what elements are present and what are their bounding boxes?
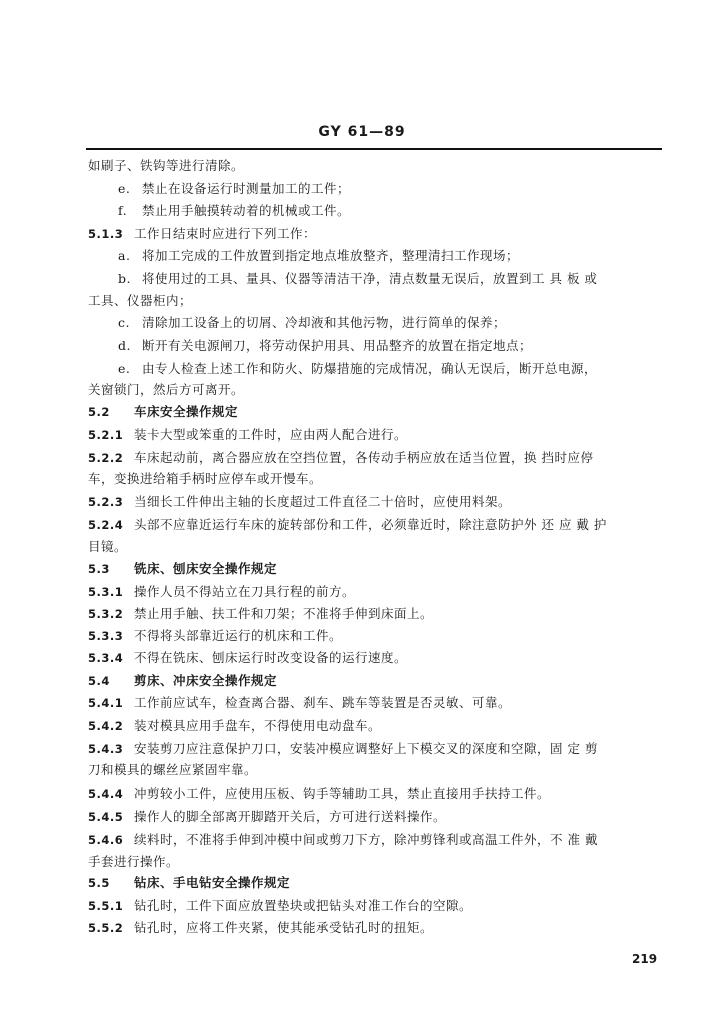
clause-number: 5.2.4 [88,518,124,532]
continuation-line [88,762,257,778]
list-item [118,203,350,219]
clause-line [88,517,607,533]
line-text: 车床安全操作规定 [134,404,239,419]
line-text: 剪床、冲床安全操作规定 [134,673,278,688]
clause-line [88,427,407,443]
line-text: 不得将头部靠近运行的机床和工件。 [134,628,343,643]
list-marker: b. [118,271,131,286]
line-text: 清除加工设备上的切屑、冷却液和其他污物，进行简单的保养； [142,315,507,330]
list-item [118,361,597,377]
continuation-line [88,854,179,870]
clause-number: 5.5.1 [88,899,124,913]
line-text: 目镜。 [88,539,128,554]
line-text: 禁止在设备运行时测量加工的工件； [142,181,351,196]
line-text: 将使用过的工具、量具、仪器等清洁干净，清点数量无误后，放置到工 具 板 或 [142,271,598,286]
line-text: 将加工完成的工件放置到指定地点堆放整齐，整理清扫工作现场； [142,248,520,263]
line-text: 车，变换进给箱手柄时应停车或开慢车。 [88,471,323,486]
section-heading [88,561,277,577]
clause-line [88,741,598,757]
line-text: 如刷子、铁钩等进行清除。 [88,158,245,173]
line-text: 装卡大型或笨重的工件时，应由两人配合进行。 [134,427,408,442]
list-marker: c. [118,315,130,330]
clause-number: 5.4.5 [88,810,124,824]
line-text: 钻孔时，应将工件夹紧，使其能承受钻孔时的扭矩。 [134,920,434,935]
line-text: 工作日结束时应进行下列工作： [134,226,317,241]
continuation-line [88,293,192,309]
continuation-line [88,382,244,398]
continuation-line [88,158,244,174]
list-marker: f. [118,203,128,218]
clause-number: 5.2.3 [88,495,124,509]
clause-number: 5.2 [88,405,110,419]
line-text: 工作前应试车，检查离合器、刹车、跳车等装置是否灵敏、可靠。 [134,695,512,710]
list-item [118,315,506,331]
list-item [118,248,519,264]
clause-number: 5.4.1 [88,696,124,710]
line-text: 断开有关电源闸刀，将劳动保护用具、用品整齐的放置在指定地点； [142,338,533,353]
list-marker: e. [118,181,131,196]
line-text: 车床起动前，离合器应放在空挡位置，各传动手柄应放在适当位置，换 挡时应停 [134,450,594,465]
clause-number: 5.4 [88,674,110,688]
list-marker: d. [118,338,131,353]
line-text: 禁止用手触、扶工件和刀架；不准将手伸到床面上。 [134,606,434,621]
line-text: 工具、仪器柜内； [88,293,193,308]
line-text: 钻床、手电钻安全操作规定 [134,875,291,890]
line-text: 续料时，不准将手伸到冲模中间或剪刀下方，除冲剪锋利或高温工件外，不 准 戴 [134,832,598,847]
clause-line [88,809,446,825]
clause-number: 5.4.6 [88,833,124,847]
page-number: 219 [632,952,658,966]
line-text: 不得在铣床、刨床运行时改变设备的运行速度。 [134,650,408,665]
line-text: 当细长工件伸出主轴的长度超过工件直径二十倍时，应使用料架。 [134,494,512,509]
clause-line [88,628,342,644]
line-text: 刀和模具的螺丝应紧固牢靠。 [88,762,258,777]
list-marker: e. [118,361,131,376]
clause-line [88,650,407,666]
line-text: 钻孔时，工件下面应放置垫块或把钻头对准工作台的空隙。 [134,898,473,913]
clause-line [88,920,433,936]
clause-number: 5.4.4 [88,787,124,801]
clause-line [88,898,472,914]
list-marker: a. [118,248,131,263]
line-text: 操作人员不得站立在刀具行程的前方。 [134,584,356,599]
line-text: 关窗锁门，然后方可离开。 [88,382,245,397]
line-text: 操作人的脚全部离开脚踏开关后，方可进行送料操作。 [134,809,447,824]
list-item [118,271,597,287]
clause-line [88,606,433,622]
clause-line [88,832,598,848]
clause-line [88,450,593,466]
line-text: 安装剪刀应注意保护刀口，安装冲模应调整好上下模交叉的深度和空隙，固 定 剪 [134,741,598,756]
clause-number: 5.4.2 [88,719,124,733]
clause-line [88,226,316,242]
line-text: 冲剪较小工件，应使用压板、钩手等辅助工具，禁止直接用手扶持工件。 [134,786,551,801]
document-code-header: GY 61—89 [318,124,406,140]
line-text: 铣床、刨床安全操作规定 [134,561,278,576]
line-text: 装对模具应用手盘车，不得使用电动盘车。 [134,718,382,733]
continuation-line [88,471,322,487]
clause-number: 5.3.4 [88,651,124,665]
clause-line [88,718,381,734]
clause-line [88,695,511,711]
clause-number: 5.4.3 [88,742,124,756]
clause-number: 5.5 [88,876,110,890]
clause-number: 5.3 [88,562,110,576]
line-text: 手套进行操作。 [88,854,180,869]
section-heading [88,673,277,689]
line-text: 由专人检查上述工作和防火、防爆措施的完成情况，确认无误后，断开总电源， [142,361,598,376]
clause-number: 5.5.2 [88,921,124,935]
clause-line [88,584,355,600]
clause-number: 5.3.1 [88,585,124,599]
clause-number: 5.2.1 [88,428,124,442]
continuation-line [88,539,127,555]
clause-number: 5.3.2 [88,607,124,621]
list-item [118,181,350,197]
clause-number: 5.3.3 [88,629,124,643]
clause-number: 5.2.2 [88,451,124,465]
header-rule [86,148,662,150]
section-heading [88,875,290,891]
clause-line [88,786,550,802]
clause-line [88,494,511,510]
clause-number: 5.1.3 [88,227,124,241]
section-heading [88,404,238,420]
list-item [118,338,532,354]
line-text: 禁止用手触摸转动着的机械或工件。 [142,203,351,218]
line-text: 头部不应靠近运行车床的旋转部份和工件，必须靠近时，除注意防护外 还 应 戴 护 [134,517,607,532]
